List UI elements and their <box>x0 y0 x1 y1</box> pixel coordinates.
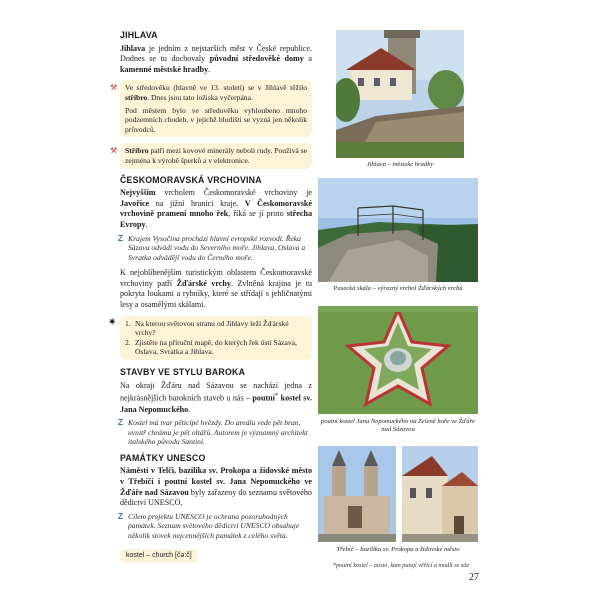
note-rozvodi: Z Krajem Vysočina prochází hlavní evropské rozvodí. Řeka Sázava odvádí vodu do Severního moře. Jihlava, Oslava a Svratka odvádějí vodu do Černého moře. <box>118 233 306 262</box>
note-unesco: Z Cílem projektu UNESCO je ochrana pozoruhodných památek. Seznam světového dědictví UNESCO obsahuje několik stovek nejcennějších památek z celého světa. <box>118 511 300 541</box>
section-heading-unesco: PAMÁTKY UNESCO <box>120 452 206 463</box>
photo-zelena-hora-church <box>318 306 478 414</box>
unesco-paragraph: Náměstí v Telči, bazilika sv. Prokopa a židovské město v Třebíči i poutní kostel sv. Jana Nepomuckého ve Žďáře nad Sázavou byly zařazeny do seznamu světového dědictví UNESCO. <box>120 466 312 508</box>
jihlava-paragraph: Jihlava je jedním z nejstarších měst v České republice. Dodnes se tu dochovaly původní středověké domy a kamenné městské hradby. <box>120 43 312 74</box>
info-box-silver-use: ⚒ Stříbro patří mezi kovové minerály neboli rudy. Používá se zejména k výrobě šperků a v elektronice. <box>120 143 312 168</box>
photo-jihlava-walls <box>336 30 464 158</box>
note-z-icon: Z <box>118 511 123 521</box>
caption-pasecka: Pasecká skála – výrazný vrchol Žďárských vrchů <box>333 285 463 292</box>
section-heading-vrchovina: ČESKOMORAVSKÁ VRCHOVINA <box>120 174 262 185</box>
task-item: 2. Zjistěte na příruční mapě, do kterých řek ústí Sázava, Oslava, Svratka a Jihlava. <box>125 337 297 357</box>
pickaxe-icon: ⚒ <box>110 146 118 156</box>
vrchovina-paragraph-1: Nejvyšším vrcholem Českomoravské vrchoviny je Javořice na jižní hranici kraje. V Českomoravské vrchovině pramení mnoho řek, říká se jí proto střecha Evropy. <box>120 188 313 229</box>
info-box-silver-mining: ⚒ Ve středověku (hlavně ve 13. století) se v Jihlavě těžilo stříbro. Dnes jsou tato ložiska vyčerpána. Pod městem bylo ve středověku vyhloubeno mnoho podzemních chodeb, v jejichž bludišti se vyzná jen několik průvodců. <box>120 80 312 137</box>
photo-pasecka-skala <box>318 178 478 282</box>
caption-kostel: poutní kostel Jana Nepomuckého na Zelené hoře ve Žďáře nad Sázavou <box>320 418 476 433</box>
note-kostel: Z Kostel má tvar pěticípé hvězdy. Do areálu vede pět bran, uvnitř chrámu je pět oltářů. Autorem je významný architekt italského původu Santini. <box>118 418 308 447</box>
pickaxe-icon: ⚒ <box>110 83 118 93</box>
note-z-icon: Z <box>118 418 123 428</box>
vocabulary-box: kostel – church [čə:č] <box>120 549 198 564</box>
caption-jihlava: Jihlava – městské hradby <box>366 161 434 168</box>
section-heading-baroko: STAVBY VE STYLU BAROKA <box>120 367 246 378</box>
section-heading-jihlava: JIHLAVA <box>120 30 158 40</box>
text-column <box>108 30 313 563</box>
photo-trebic-basilica <box>318 446 396 542</box>
note-z-icon: Z <box>118 233 123 243</box>
task-box <box>108 316 312 360</box>
task-item: 1. Na kterou světovou stranu od Jihlavy leží Žďárské vrchy? <box>125 318 289 338</box>
vrchovina-paragraph-2: K nejoblíbenějším turistickým oblastem Českomoravské vrchoviny patří Žďárské vrchy. Zvlněná krajina je tu pokryta loukami a rybníky, které se střídají s jehličnatými lesy a osamělými skálami. <box>120 268 312 310</box>
photo-trebic-jewish-quarter <box>402 446 478 542</box>
star-icon: ✷ <box>108 316 117 328</box>
footnote: *poutní kostel – místo, kam putují věřící a modlí se zde <box>332 562 470 569</box>
baroko-paragraph: Na okraji Žďáru nad Sázavou se nachází jedna z nejkrásnějších barokních staveb u nás – poutní* kostel sv. Jana Nepomuckého. <box>120 380 312 414</box>
page-number: 27 <box>469 572 479 583</box>
caption-trebic: Třebíč – bazilika sv. Prokopa a židovské město <box>336 546 460 553</box>
